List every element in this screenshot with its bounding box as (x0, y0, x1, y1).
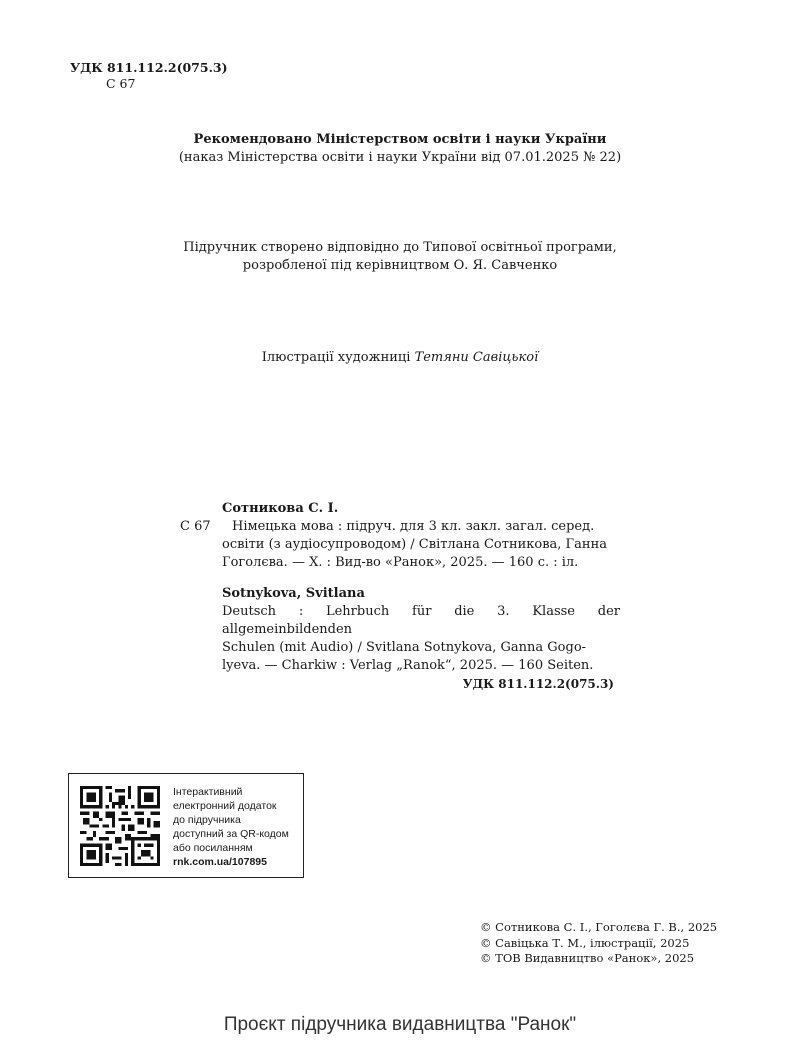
biblio-ua-line-2: освіти (з аудіосупроводом) / Світлана Сотникова, Ганна (222, 537, 607, 552)
qr-line-4: доступний за QR-кодом (173, 828, 289, 840)
udk-line: УДК 811.112.2(075.3) (70, 60, 228, 75)
biblio-ua-line-1: Німецька мова : підруч. для 3 кл. закл. загал. серед. (232, 519, 595, 534)
qr-link[interactable]: rnk.com.ua/107895 (173, 856, 267, 868)
qr-info-box (68, 773, 304, 878)
ministry-recommendation (0, 131, 800, 167)
biblio-de-line-1: Deutsch : Lehrbuch für die 3. Klasse der allgemeinbildenden (222, 604, 620, 637)
qr-line-1: Інтерактивний (173, 786, 243, 798)
illustrator-name: Тетяни Савіцької (414, 350, 539, 365)
program-line-2: розробленої під керівництвом О. Я. Савченко (242, 258, 558, 273)
udk-code-top (70, 60, 228, 92)
copyright-line-2: © Савіцька Т. М., ілюстрації, 2025 (480, 935, 690, 950)
bibliographic-record (180, 500, 620, 675)
catalog-code: С 67 (106, 76, 136, 91)
recommendation-order: (наказ Міністерства освіти і науки України від 07.01.2025 № 22) (178, 150, 622, 165)
qr-line-2: електронний додаток (173, 800, 277, 812)
biblio-de-line-2: Schulen (mit Audio) / Svitlana Sotnykova, Ganna Gogo- (222, 640, 587, 655)
udk-code-bottom: УДК 811.112.2(075.3) (462, 677, 614, 691)
copyright-line-1: © Сотникова С. І., Гоголєва Г. В., 2025 (480, 920, 718, 934)
catalog-code-biblio: С 67 (180, 519, 211, 534)
biblio-ua-line-3: Гоголєва. — Х. : Вид-во «Ранок», 2025. — 160 с. : іл. (222, 555, 579, 570)
qr-description (173, 785, 299, 869)
illustrations-credit (0, 349, 800, 367)
biblio-de-line-3: lyeva. — Charkiw : Verlag „Ranok“, 2025. — 160 Seiten. (222, 658, 594, 673)
footer-caption: Проєкт підручника видавництва "Ранок" (223, 1014, 577, 1035)
author-de: Sotnykova, Svitlana (222, 586, 365, 601)
qr-code-icon[interactable] (80, 786, 160, 866)
qr-line-5: або посиланням (173, 842, 253, 854)
copyright-block (480, 920, 717, 967)
program-note (0, 239, 800, 275)
qr-line-3: до підручника (173, 814, 241, 826)
copyright-line-3: © ТОВ Видавництво «Ранок», 2025 (480, 951, 695, 965)
recommendation-title: Рекомендовано Міністерством освіти і науки України (193, 132, 607, 147)
program-line-1: Підручник створено відповідно до Типової освітньої програми, (183, 240, 617, 255)
illustrations-prefix: Ілюстрації художниці (261, 350, 411, 365)
author-ua: Сотникова С. І. (222, 501, 339, 516)
